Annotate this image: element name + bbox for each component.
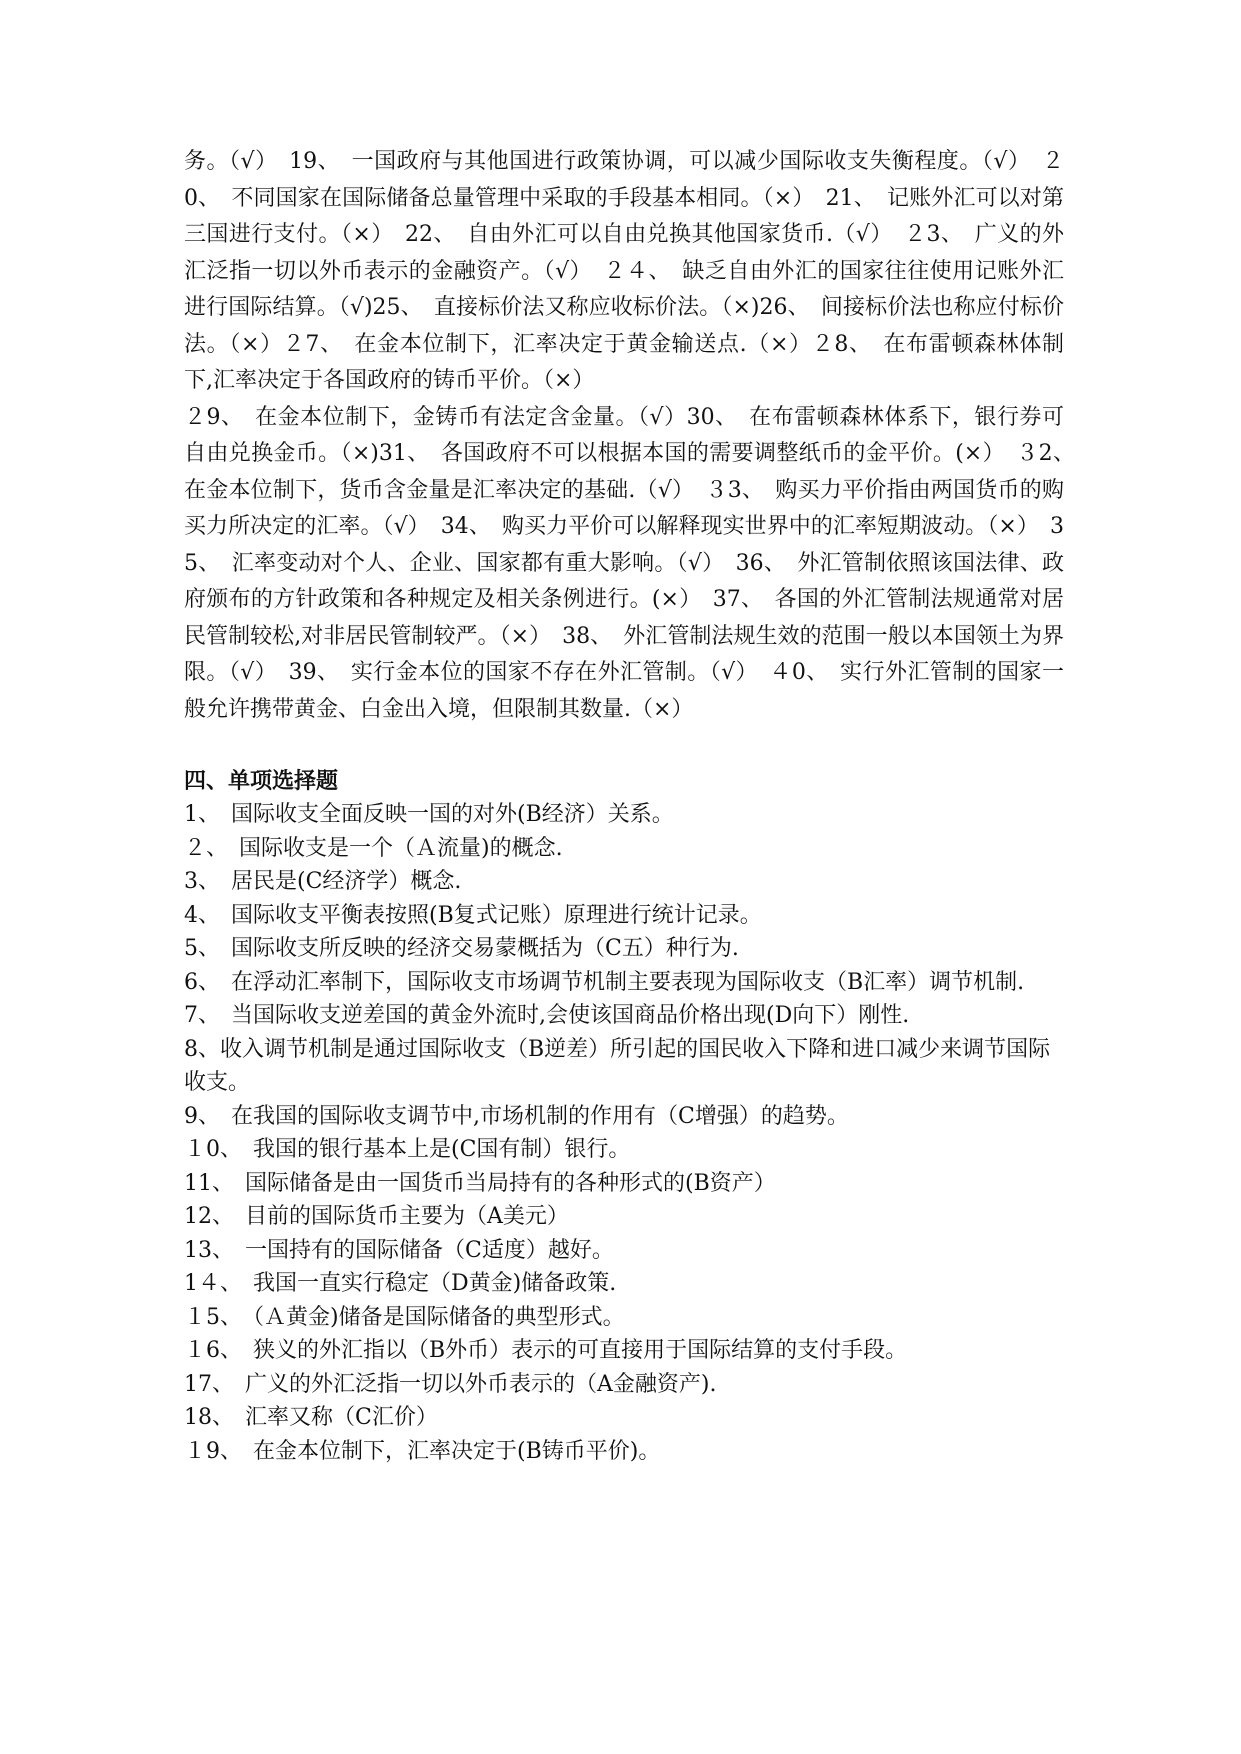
section-title: 四、单项选择题 bbox=[184, 768, 339, 794]
list-item: 17、 广义的外汇泛指一切以外币表示的（A金融资产). bbox=[184, 1371, 717, 1397]
list-item: 5、 国际收支所反映的经济交易蒙概括为（C五）种行为. bbox=[184, 936, 739, 961]
list-item: 9、 在我国的国际收支调节中,市场机制的作用有（C增强）的趋势。 bbox=[184, 1103, 849, 1129]
list-item: １9、 在金本位制下，汇率决定于(B铸币平价)。 bbox=[184, 1438, 661, 1464]
list-item: 7、 当国际收支逆差国的黄金外流时,会使该国商品价格出现(D向下）刚性. bbox=[184, 1003, 910, 1028]
list-item: 1４、 我国一直实行稳定（D黄金)储备政策. bbox=[184, 1271, 617, 1296]
list-item: 8、收入调节机制是通过国际收支（B逆差）所引起的国民收入下降和进口减少来调节国际收支。 bbox=[184, 1036, 1051, 1095]
list-item: 11、 国际储备是由一国货币当局持有的各种形式的(B资产） bbox=[184, 1170, 776, 1196]
document-page bbox=[184, 144, 1087, 1468]
list-item: １5、 （Ａ黄金)储备是国际储备的典型形式。 bbox=[184, 1304, 625, 1330]
list-item: ２、 国际收支是一个（Ａ流量)的概念. bbox=[184, 835, 563, 861]
list-item: １0、 我国的银行基本上是(C国有制）银行。 bbox=[184, 1137, 631, 1162]
question-list bbox=[184, 798, 1064, 1468]
list-item: 13、 一国持有的国际储备（C适度）越好。 bbox=[184, 1237, 614, 1263]
judgement-paragraph-1: 务。（√） 19、 一国政府与其他国进行政策协调，可以减少国际收支失衡程度。（√） ２0、 不同国家在国际储备总量管理中采取的手段基本相同。（×） 21、 记账外汇可以对第三国进行支付。（×） 22、 自由外汇可以自由兑换其他国家货币.（√） ２3、 广义的外汇泛指一切以外币表示的金融资产。（√） ２４、 缺乏自由外汇的国家往往使用记账外汇进行国际结算。（√)25、 直接标价法又称应收标价法。（×)26、 间接标价法也称应付标价法。（×）２7、 在金本位制下，汇率决定于黄金输送点.（×）２8、 在布雷顿森林体制下,汇率决定于各国政府的铸币平价。（×） bbox=[184, 149, 1064, 393]
list-item: 1、 国际收支全面反映一国的对外(B经济）关系。 bbox=[184, 802, 674, 827]
list-item: １6、 狭义的外汇指以（B外币）表示的可直接用于国际结算的支付手段。 bbox=[184, 1338, 908, 1363]
judgement-paragraph-2: ２9、 在金本位制下，金铸币有法定含金量。（√）30、 在布雷顿森林体系下，银行券可自由兑换金币。（×)31、 各国政府不可以根据本国的需要调整纸币的金平价。(×） ３2、 在金本位制下，货币含金量是汇率决定的基础.（√） ３3、 购买力平价指由两国货币的购买力所决定的汇率。（√） 34、 购买力平价可以解释现实世界中的汇率短期波动。（×） 35、 汇率变动对个人、企业、国家都有重大影响。（√） 36、 外汇管制依照该国法律、政府颁布的方针政策和各种规定及相关条例进行。(×） 37、 各国的外汇管制法规通常对居民管制较松,对非居民管制较严。（×） 38、 外汇管制法规生效的范围一般以本国领土为界限。（√） 39、 实行金本位的国家不存在外汇管制。（√） ４0、 实行外汇管制的国家一般允许携带黄金、白金出入境，但限制其数量.（×） bbox=[184, 404, 1087, 722]
list-item: 18、 汇率又称（C汇价） bbox=[184, 1405, 438, 1430]
list-item: 6、 在浮动汇率制下，国际收支市场调节机制主要表现为国际收支（B汇率）调节机制. bbox=[184, 969, 1025, 995]
list-item: 4、 国际收支平衡表按照(B复式记账）原理进行统计记录。 bbox=[184, 902, 762, 928]
list-item: 3、 居民是(C经济学）概念. bbox=[184, 869, 462, 894]
list-item: 12、 目前的国际货币主要为（A美元） bbox=[184, 1204, 569, 1229]
